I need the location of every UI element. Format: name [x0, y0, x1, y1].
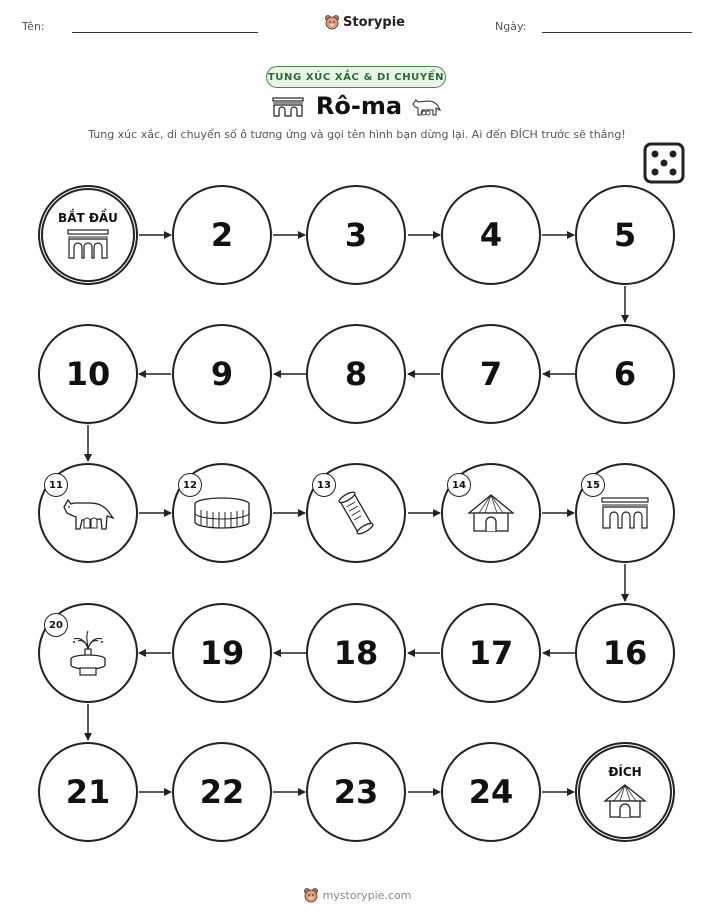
space-number: 23: [333, 773, 379, 811]
page-title: Rô-ma: [315, 92, 403, 120]
board-space-23[interactable]: [306, 742, 406, 842]
board-space-16[interactable]: [575, 603, 675, 703]
space-number-badge: 13: [312, 473, 336, 497]
board-space-4[interactable]: [441, 185, 541, 285]
space-number: 5: [613, 216, 637, 254]
footer: [0, 887, 714, 903]
board-space-10[interactable]: [38, 324, 138, 424]
space-number: 4: [479, 216, 503, 254]
aqueduct-icon: [601, 497, 649, 529]
name-label: Tên:: [22, 20, 45, 33]
brand-name: Storypie: [343, 14, 405, 30]
space-number-badge: 14: [447, 473, 471, 497]
board-space-17[interactable]: [441, 603, 541, 703]
board-space-22[interactable]: [172, 742, 272, 842]
board-space-13[interactable]: [306, 463, 406, 563]
board-space-14[interactable]: [441, 463, 541, 563]
board-space-21[interactable]: [38, 742, 138, 842]
fountain-icon: [66, 629, 110, 677]
space-number: 8: [344, 355, 368, 393]
board-space-6[interactable]: [575, 324, 675, 424]
bear-icon: [303, 887, 319, 903]
scroll-icon: [334, 487, 378, 539]
space-number-badge: 12: [178, 473, 202, 497]
board-space-2[interactable]: [172, 185, 272, 285]
space-number: 16: [602, 634, 648, 672]
space-number: 6: [613, 355, 637, 393]
space-number-badge: 20: [44, 613, 68, 637]
space-number: 22: [199, 773, 245, 811]
board-space-18[interactable]: [306, 603, 406, 703]
space-number: 3: [344, 216, 368, 254]
date-label: Ngày:: [495, 20, 527, 33]
game-type-badge: TUNG XÚC XẮC & DI CHUYỂN: [266, 66, 446, 88]
board-space-5[interactable]: [575, 185, 675, 285]
space-number: 21: [65, 773, 111, 811]
space-number: 24: [468, 773, 514, 811]
finish-label: ĐÍCH: [608, 765, 642, 779]
board-space-12[interactable]: [172, 463, 272, 563]
instructions: Tung xúc xắc, di chuyển số ô tương ứng và gọi tên hình bạn dừng lại. Ai đến ĐÍCH trước sẽ thắng!: [88, 128, 626, 141]
start-label: BẮT ĐẦU: [58, 211, 118, 225]
board-space-15[interactable]: [575, 463, 675, 563]
space-number: 10: [65, 355, 111, 393]
hut-icon: [465, 493, 517, 533]
colosseum-icon: [192, 495, 252, 531]
board-space-3[interactable]: [306, 185, 406, 285]
space-number: 17: [468, 634, 514, 672]
board-space-20[interactable]: [38, 603, 138, 703]
footer-url[interactable]: mystorypie.com: [322, 888, 412, 902]
space-number: 19: [199, 634, 245, 672]
start-space[interactable]: [38, 185, 138, 285]
space-number-badge: 15: [581, 473, 605, 497]
board-space-9[interactable]: [172, 324, 272, 424]
board-space-8[interactable]: [306, 324, 406, 424]
space-number: 2: [210, 216, 234, 254]
space-number: 7: [479, 355, 503, 393]
board-space-11[interactable]: [38, 463, 138, 563]
board-space-24[interactable]: [441, 742, 541, 842]
space-number-badge: 11: [44, 473, 68, 497]
finish-space[interactable]: [575, 742, 675, 842]
space-number: 9: [210, 355, 234, 393]
board-space-19[interactable]: [172, 603, 272, 703]
hut-icon: [602, 783, 648, 819]
space-number: 18: [333, 634, 379, 672]
wolf-icon: [60, 493, 116, 533]
board-space-7[interactable]: [441, 324, 541, 424]
aqueduct-icon: [67, 229, 109, 259]
